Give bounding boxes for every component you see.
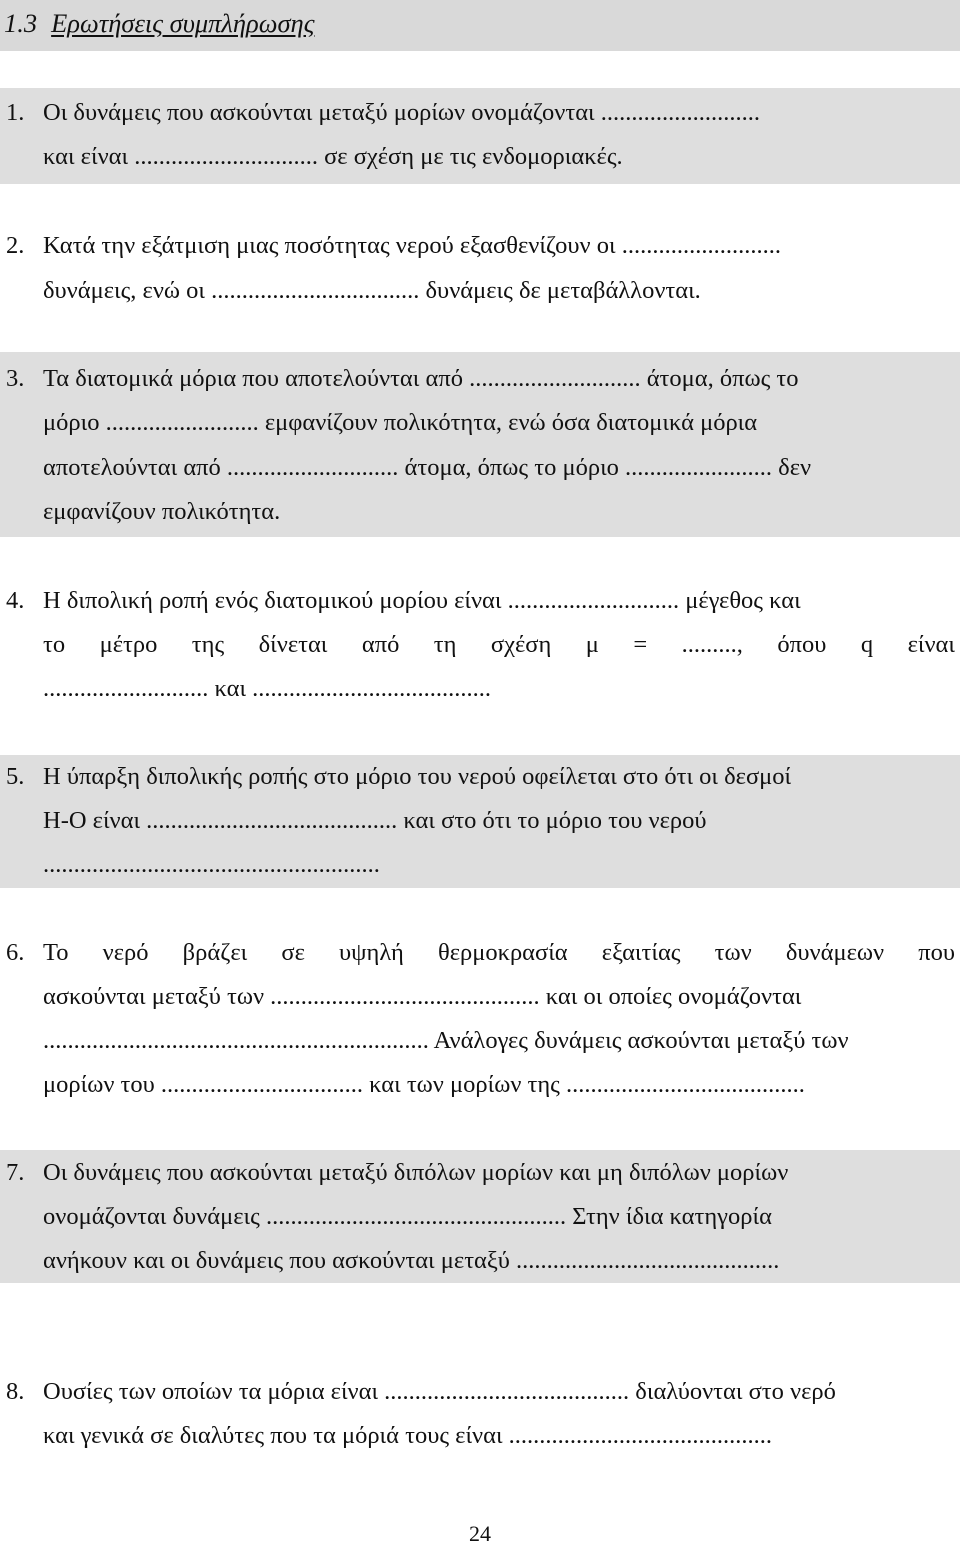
question-number: 6. — [6, 939, 25, 966]
question-line: ασκούνται μεταξύ των ............................................ και οι οποίες ονομάζονται — [43, 983, 802, 1010]
question-number: 5. — [6, 763, 25, 790]
section-title: Ερωτήσεις συμπλήρωσης — [51, 8, 315, 38]
question-number: 1. — [6, 99, 25, 126]
question-line: ανήκουν και οι δυνάμεις που ασκούνται μεταξύ ........................................... — [43, 1247, 780, 1274]
question-line: ........................... και ....................................... — [43, 675, 492, 702]
question-line: Η διπολική ροπή ενός διατομικού μορίου είναι ............................ μέγεθος και — [43, 587, 801, 614]
question-line: ονομάζονται δυνάμεις ................................................. Στην ίδια κατηγορία — [43, 1203, 772, 1230]
question-line: μορίων του ................................. και των μορίων της ....................................... — [43, 1071, 805, 1098]
question-line: Τα διατομικά μόρια που αποτελούνται από ............................ άτομα, όπως το — [43, 365, 799, 392]
question-line: και γενικά σε διαλύτες που τα μόριά τους είναι ........................................... — [43, 1422, 773, 1449]
question-number: 8. — [6, 1378, 25, 1405]
question-line: μόριο ......................... εμφανίζουν πολικότητα, ενώ όσα διατομικά μόρια — [43, 409, 758, 436]
question-line: Το νερό βράζει σε υψηλή θερμοκρασία εξαιτίας των δυνάμεων που — [43, 939, 955, 966]
question-line: Οι δυνάμεις που ασκούνται μεταξύ μορίων ονομάζονται .......................... — [43, 99, 760, 126]
question-line: Η ύπαρξη διπολικής ροπής στο μόριο του νερού οφείλεται στο ότι οι δεσμοί — [43, 763, 792, 790]
question-number: 7. — [6, 1159, 25, 1186]
question-line: Οι δυνάμεις που ασκούνται μεταξύ διπόλων μορίων και μη διπόλων μορίων — [43, 1159, 789, 1186]
question-line: ....................................................... — [43, 851, 380, 878]
question-line: Η-Ο είναι ......................................... και στο ότι το μόριο του νερού — [43, 807, 707, 834]
question-line: Κατά την εξάτμιση μιας ποσότητας νερού εξασθενίζουν οι .......................... — [43, 232, 781, 259]
question-line: δυνάμεις, ενώ οι .................................. δυνάμεις δε μεταβάλλονται. — [43, 277, 701, 304]
question-number: 4. — [6, 587, 25, 614]
question-line: αποτελούνται από ............................ άτομα, όπως το μόριο ........................ δεν — [43, 454, 812, 481]
question-line: εμφανίζουν πολικότητα. — [43, 498, 281, 525]
section-number: 1.3 — [4, 8, 38, 38]
question-line: και είναι .............................. σε σχέση με τις ενδομοριακές. — [43, 143, 623, 170]
question-line: ............................................................... Ανάλογες δυνάμεις ασκούνται μεταξύ των — [43, 1027, 849, 1054]
question-number: 3. — [6, 365, 25, 392]
section-heading — [4, 4, 314, 42]
question-number: 2. — [6, 232, 25, 259]
question-line: Ουσίες των οποίων τα μόρια είναι ........................................ διαλύονται στο νερό — [43, 1378, 836, 1405]
page-number: 24 — [469, 1521, 491, 1546]
question-line: το μέτρο της δίνεται από τη σχέση μ = ........., όπου q είναι — [43, 631, 955, 658]
